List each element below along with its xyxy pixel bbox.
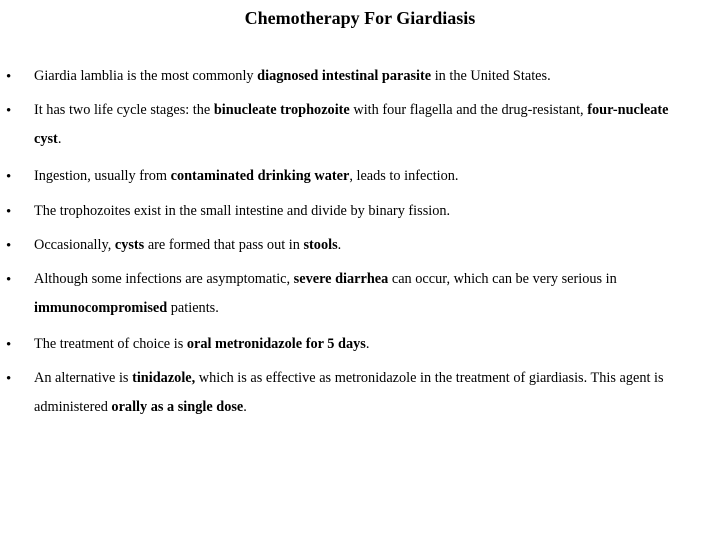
bullet-text-run: It has two life cycle stages: the: [34, 102, 214, 118]
bullet-text-run: .: [337, 237, 342, 253]
bullet-bold-phrase: binucleate trophozoite: [213, 102, 350, 118]
bullet-dot-icon: •: [6, 337, 12, 353]
bullet-text-run: , leads to infection.: [349, 168, 459, 184]
bullet-dot-icon: •: [6, 204, 12, 220]
bullet-bold-phrase: immunocompromised: [34, 300, 168, 316]
bullet-text-run: which is as effective as metronidazole in the treatment of giardiasis. This agent is administered: [34, 370, 664, 415]
slide-title: Chemotherapy For Giardiasis: [244, 8, 476, 28]
bullet-bold-phrase: stools: [303, 237, 338, 253]
bullet-dot-icon: •: [6, 272, 12, 288]
bullet-bold-phrase: four-nucleate cyst: [34, 102, 669, 147]
bullet-bold-phrase: contaminated drinking water: [170, 168, 350, 184]
bullet-dot-icon: •: [6, 371, 12, 387]
bullet-text-run: Occasionally,: [34, 237, 115, 253]
bullet-text-run: Although some infections are asymptomatic,: [34, 271, 294, 287]
bullet-text-run: in the United States.: [431, 68, 551, 84]
bullet-text-run: Ingestion, usually from: [34, 168, 171, 184]
bullet-text: [34, 62, 694, 91]
bullet-text-run: An alternative is: [34, 370, 133, 386]
bullet-text-run: Giardia lamblia is the most commonly: [34, 68, 258, 84]
bullet-bold-phrase: orally as a single dose: [111, 399, 244, 415]
bullet-bold-phrase: diagnosed intestinal parasite: [257, 68, 432, 84]
bullet-text: [34, 265, 694, 323]
bullet-text-run: The treatment of choice is: [34, 336, 187, 352]
bullet-bold-phrase: severe diarrhea: [293, 271, 389, 287]
bullet-bold-phrase: tinidazole,: [132, 370, 196, 386]
bullet-bold-phrase: cysts: [114, 237, 145, 253]
bullet-text: [34, 162, 694, 191]
bullet-text: [34, 197, 694, 226]
bullet-text-run: The trophozoites exist in the small intestine and divide by binary fission.: [34, 203, 451, 219]
bullet-dot-icon: •: [6, 103, 12, 119]
bullet-text: [34, 231, 694, 260]
bullet-text-run: with four flagella and the drug-resistant,: [349, 102, 588, 118]
bullet-text-run: can occur, which can be very serious in: [388, 271, 617, 287]
bullet-text-run: .: [365, 336, 370, 352]
bullet-text-run: patients.: [167, 300, 219, 316]
bullet-dot-icon: •: [6, 69, 12, 85]
bullet-bold-phrase: oral metronidazole for 5 days: [186, 336, 366, 352]
bullet-text: [34, 330, 694, 359]
bullet-text: [34, 364, 694, 422]
bullet-text-run: .: [243, 399, 247, 415]
bullet-dot-icon: •: [6, 169, 12, 185]
bullet-text-run: are formed that pass out in: [144, 237, 304, 253]
bullet-text-run: .: [57, 131, 62, 147]
bullet-dot-icon: •: [6, 238, 12, 254]
bullet-text: [34, 96, 694, 154]
